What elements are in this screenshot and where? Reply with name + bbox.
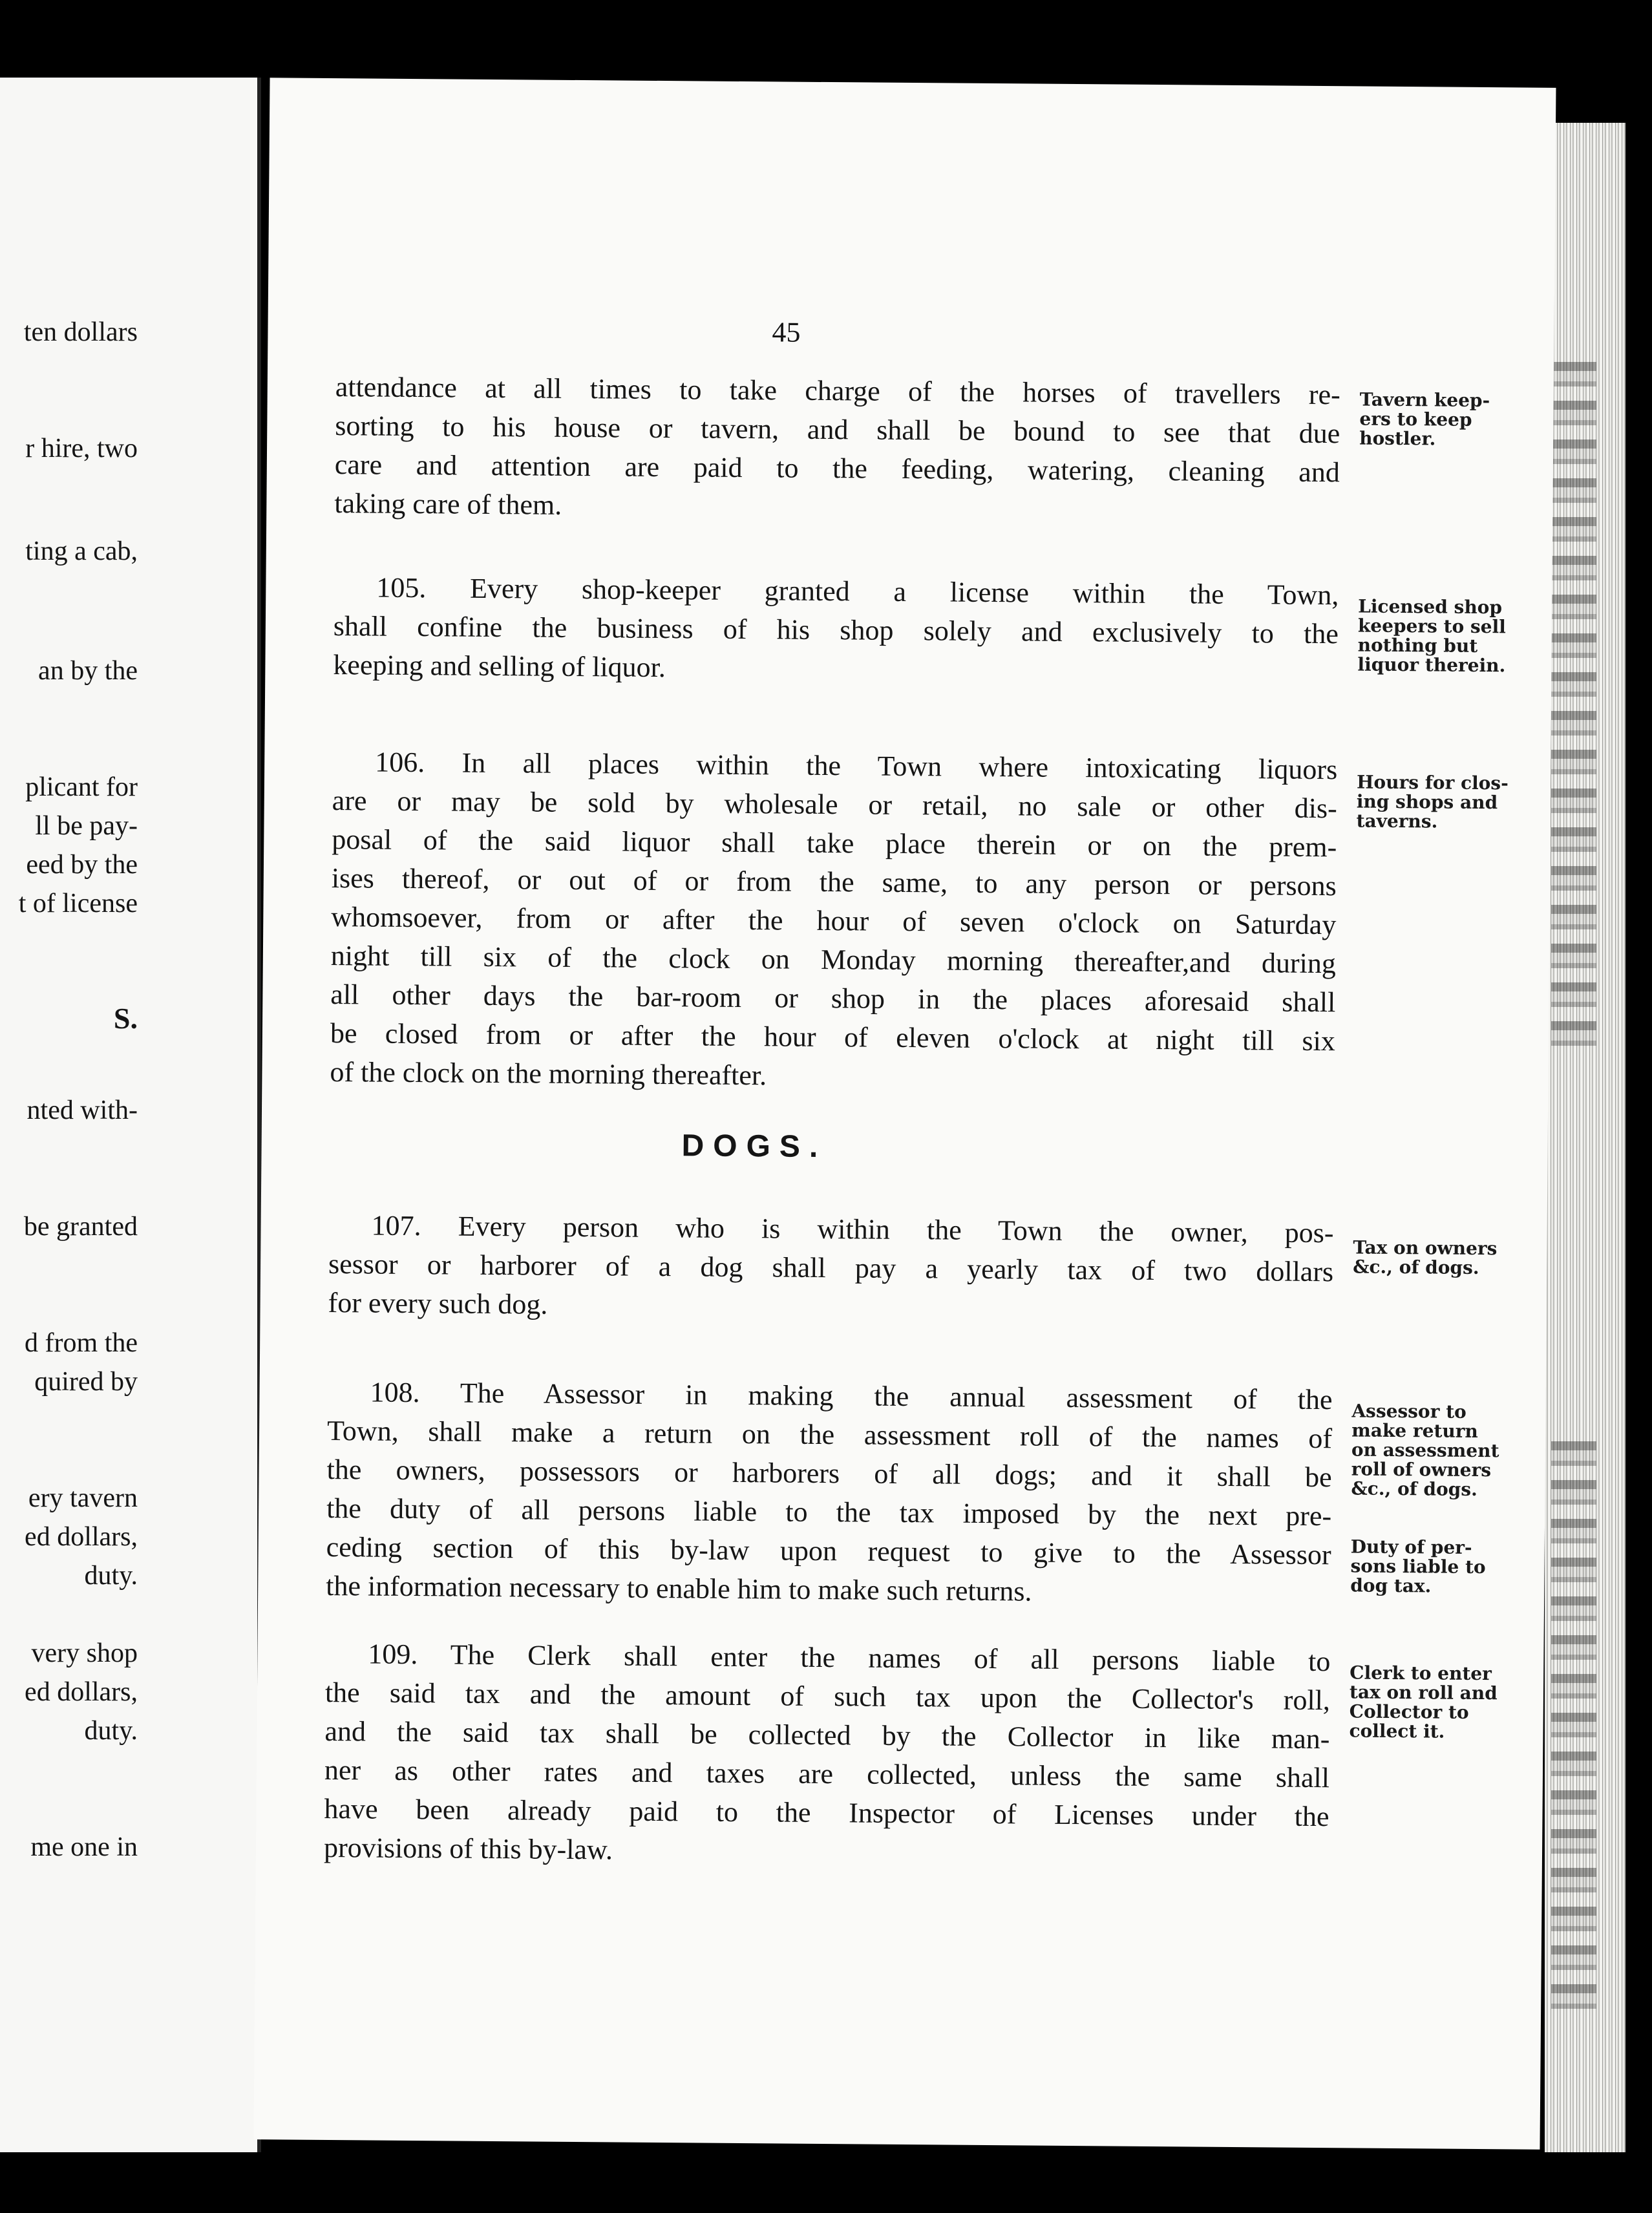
left-page-fragment: eed by the [26,850,138,880]
marginal-line: Licensed shop [1358,595,1503,619]
text-line: and the said tax shall be collected by the Collector in like man- [324,1715,1330,1755]
text-line: all other days the bar-room or shop in the places aforesaid shall [330,979,1336,1019]
text-line: the information necessary to enable him to make such returns. [326,1569,1032,1607]
section-109 [324,1635,1331,1875]
marginal-line: ing shops and [1356,790,1498,814]
marginal-note-109 [1349,1663,1498,1742]
left-page-fragment: be granted [23,1212,138,1242]
left-page-fragment: ll be pay- [35,811,138,841]
marginal-line: &c., of dogs. [1353,1256,1479,1278]
text-line: ner as other rates and taxes are collected, unless the same shall [324,1753,1330,1794]
text-line: care and attention are paid to the feeding, watering, cleaning and [334,449,1340,489]
left-page-fragment: r hire, two [25,434,138,463]
text-line: for every such dog. [328,1287,548,1320]
text-line: 105. Every shop-keeper granted a license within the Town, [376,571,1339,611]
left-page-fragment: very shop [31,1638,138,1668]
marginal-line: Duty of per- [1350,1536,1472,1558]
page-number: 45 [772,316,801,348]
marginal-line: tax on roll and [1349,1681,1498,1704]
library-stamp-mark [1551,1441,1596,2023]
left-page-fragment: nted with- [26,1096,138,1125]
left-page-fragment: t of license [18,889,138,918]
left-page-fragment: me one in [30,1832,138,1862]
text-line: whomsoever, from or after the hour of seven o'clock on Saturday [331,901,1337,941]
marginal-line: roll of owners [1351,1458,1492,1481]
left-page-fragment: ed dollars, [25,1522,138,1552]
text-line: provisions of this by-law. [323,1831,613,1866]
left-page-fragment: ery tavern [28,1483,138,1513]
text-line: sessor or harborer of a dog shall pay a yearly tax of two dollars [328,1248,1334,1288]
text-line: posal of the said liquor shall take place therein or on the prem- [332,823,1337,863]
marginal-line: Tavern keep- [1359,388,1490,412]
marginal-note-tavern [1359,390,1490,449]
text-line: attendance at all times to take charge of the horses of travellers re- [335,371,1340,411]
text-line: the owners, possessors or harborers of all dogs; and it shall be [326,1453,1332,1494]
marginal-line: Tax on owners [1353,1236,1498,1260]
marginal-line: ers to keep [1359,408,1472,430]
text-line: have been already paid to the Inspector of Licenses under the [324,1792,1329,1833]
marginal-line: on assessment [1351,1439,1499,1462]
marginal-line: keepers to sell [1357,615,1506,638]
marginal-line: hostler. [1359,427,1436,450]
left-page-fragment: ten dollars [23,317,138,347]
section-heading-dogs: DOGS. [681,1128,827,1165]
section-106 [330,743,1337,1099]
marginal-note-106 [1356,772,1508,832]
marginal-line: make return [1351,1419,1478,1442]
left-page-heading-fragment: S. [113,1002,138,1035]
text-line: keeping and selling of liquor. [333,649,666,684]
text-line: be closed from or after the hour of eleven o'clock at night till six [330,1017,1336,1057]
left-page-fragment: d from the [25,1328,138,1358]
text-line: shall confine the business of his shop solely and exclusively to the [333,610,1339,650]
facing-page-left [0,78,261,2152]
text-line: 108. The Assessor in making the annual assessment of the [370,1376,1333,1416]
library-stamp-mark [1551,362,1596,1060]
marginal-line: nothing but [1357,634,1478,657]
text-line: are or may be sold by wholesale or retail, no sale or other dis- [332,785,1337,825]
marginal-line: Collector to [1349,1700,1469,1723]
section-108 [326,1373,1333,1613]
left-page-fragment: ed dollars, [25,1677,138,1707]
section-105 [333,568,1339,692]
text-line: sorting to his house or tavern, and shall be bound to see that due [335,410,1340,450]
left-page-fragment: plicant for [25,772,138,802]
main-page [254,78,1556,2150]
text-line: of the clock on the morning thereafter. [330,1056,767,1092]
text-line: night till six of the clock on Monday morning thereafter,and during [330,940,1337,980]
marginal-line: &c., of dogs. [1351,1477,1477,1500]
left-page-fragment: duty. [84,1561,138,1591]
left-page-fragment: duty. [84,1716,138,1746]
text-line: 106. In all places within the Town where intoxicating liquors [375,746,1338,786]
text-line: ises thereof, or out of or from the same, to any person or persons [331,862,1337,902]
marginal-line: liquor therein. [1357,653,1506,677]
marginal-line: Clerk to enter [1350,1662,1492,1685]
text-line: the said tax and the amount of such tax upon the Collector's roll, [324,1676,1331,1717]
marginal-note-108a [1351,1401,1499,1499]
left-page-fragment: quired by [34,1367,138,1397]
marginal-note-107 [1353,1238,1497,1278]
text-line: ceding section of this by-law upon request to give to the Assessor [326,1530,1331,1571]
marginal-line: sons liable to [1350,1555,1486,1578]
text-line: 109. The Clerk shall enter the names of all persons liable to [368,1638,1331,1678]
text-line: the duty of all persons liable to the tax imposed by the next pre- [326,1492,1332,1532]
left-page-fragment: ting a cab, [25,536,138,566]
text-line: Town, shall make a return on the assessment roll of the names of [326,1414,1333,1455]
marginal-note-108b [1350,1537,1486,1596]
marginal-line: Hours for clos- [1356,771,1509,794]
marginal-line: dog tax. [1350,1574,1432,1597]
left-page-fragment: an by the [38,656,138,686]
marginal-line: taverns. [1356,810,1438,832]
section-107 [328,1206,1333,1330]
paragraph-continued [334,368,1340,531]
marginal-line: collect it. [1349,1720,1445,1742]
marginal-note-105 [1357,597,1506,675]
marginal-line: Assessor to [1351,1400,1467,1423]
text-line: taking care of them. [334,487,562,521]
text-line: 107. Every person who is within the Town the owner, pos- [371,1209,1334,1249]
